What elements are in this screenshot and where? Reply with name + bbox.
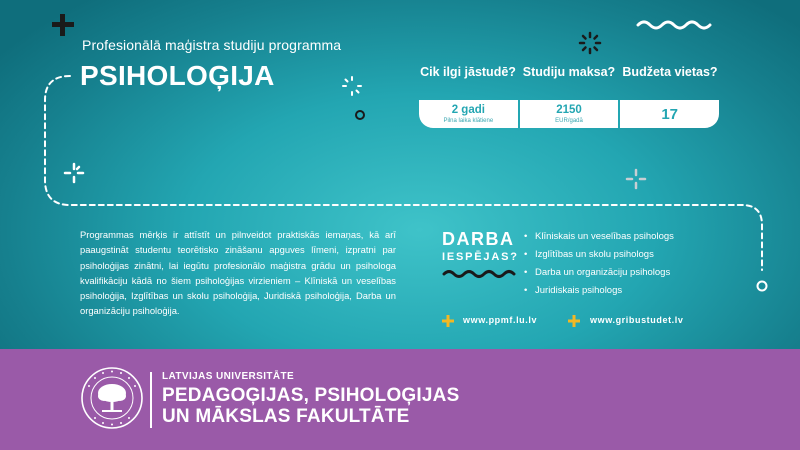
wave-icon (636, 18, 712, 32)
plus-icon (52, 14, 74, 36)
program-subtitle: Profesionālā maģistra studiju programma (82, 37, 342, 53)
footer-divider (150, 372, 152, 428)
university-seal-logo (80, 366, 144, 430)
program-title: PSIHOLOĢIJA (80, 60, 275, 91)
list-item: • Izglītības un skolu psihologs (524, 246, 674, 264)
sparkle-left-icon (62, 161, 86, 185)
question-fee: Studiju maksa? (522, 65, 616, 79)
faculty-name-line2: UN MĀKSLAS FAKULTĀTE (162, 406, 410, 427)
list-item: • Klīniskais un veselības psihologs (524, 228, 674, 246)
question-duration: Cik ilgi jāstudē? (420, 65, 516, 79)
sparkle-grey-icon (625, 168, 647, 190)
link-ppmf[interactable]: www.ppmf.lu.lv (463, 315, 538, 325)
fact-fee-value: 2150 (556, 103, 582, 116)
faculty-name-line1: PEDAGOĢIJAS, PSIHOLOĢIJAS (162, 385, 460, 406)
careers-heading-line2: IESPĒJAS? (442, 251, 519, 263)
careers-heading-line1: DARBA (442, 229, 515, 249)
fact-budget-places (618, 100, 719, 128)
program-description: Programmas mērķis ir attīstīt un pilnveidot praktiskās iemaņas, kā arī paaugstināt studentu teorētisko zināšanu apguves līmeni, izpratni par psiholoģijas zinātni, lai iegūtu profesionālo maģistra grādu un psihologa kvalifikāciju kādā no šiem psiholoģijas virzieniem – Klīniskā un veselības psiholoģija, Izglītības un skolu psiholoģija, Juridiskā psiholoģija, Darba un organizāciju psiholoģija. (80, 229, 396, 317)
careers-list (524, 228, 674, 300)
fact-fee-note: EUR/gadā (555, 117, 583, 124)
fact-duration-note: Pilna laika klātiene (443, 117, 494, 124)
list-item: • Juridiskais psihologs (524, 282, 674, 300)
ring-white-icon (755, 279, 769, 293)
sparkle-icon (341, 75, 363, 97)
ring-icon (354, 109, 366, 121)
fact-fee (518, 100, 619, 128)
fact-budget-places-value: 17 (661, 105, 679, 123)
faculty-name (162, 385, 459, 427)
list-item: • Darba un organizāciju psihologs (524, 264, 674, 282)
fact-duration-value: 2 gadi (451, 103, 485, 116)
facts-card (419, 100, 719, 128)
question-budget-places: Budžeta vietas? (622, 65, 718, 79)
link-gribustudet[interactable]: www.gribustudet.lv (590, 315, 684, 325)
university-name: LATVIJAS UNIVERSITĀTE (162, 371, 295, 382)
fact-duration (419, 100, 518, 128)
burst-icon (578, 31, 602, 55)
wave-dark-icon (442, 268, 518, 280)
plus-yellow-icon (442, 315, 454, 327)
careers-heading (442, 230, 519, 280)
plus-yellow-icon (568, 315, 580, 327)
